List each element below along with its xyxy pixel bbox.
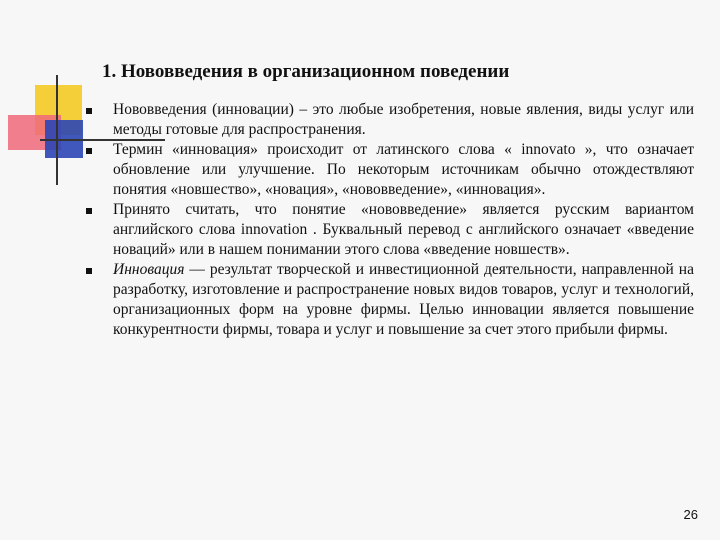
- list-item: [86, 260, 694, 340]
- bullet-square-icon: [86, 268, 92, 274]
- bullet-list: [86, 100, 694, 340]
- list-item-text: Принято считать, что понятие «нововведение» является русским вариантом английского слова innovation . Буквальный перевод с английского означает «введение новаций» или в нашем понимании этого слова «введение новшеств».: [113, 201, 694, 258]
- list-item-text: Термин «инновация» происходит от латинского слова « innovato », что означает обновление или улучшение. По некоторым источникам обычно отождествляют понятия «новшество», «новация», «нововведение», «инновация».: [113, 141, 694, 198]
- bullet-square-icon: [86, 148, 92, 154]
- list-item-text: Нововведения (инновации) – это любые изобретения, новые явления, виды услуг или методы готовые для распространения.: [113, 101, 694, 138]
- list-item: [86, 100, 694, 140]
- term-innovation: Инновация: [113, 261, 185, 278]
- decor-vertical-line: [56, 75, 58, 185]
- list-item-text: [113, 260, 694, 340]
- list-item: [86, 140, 694, 200]
- bullet-square-icon: [86, 208, 92, 214]
- bullet-square-icon: [86, 108, 92, 114]
- page-number: 26: [683, 507, 698, 522]
- list-item: [86, 200, 694, 260]
- slide-title: 1. Нововведения в организационном поведении: [102, 61, 510, 82]
- term-definition: — результат творческой и инвестиционной деятельности, направленной на разработку, изготовление и распространение новых видов товаров, услуг и технологий, организационных форм на уровне фирмы. Целью инновации является повышение конкурентности фирмы, товара и услуг и повышение за счет этого прибыли фирмы.: [113, 261, 694, 338]
